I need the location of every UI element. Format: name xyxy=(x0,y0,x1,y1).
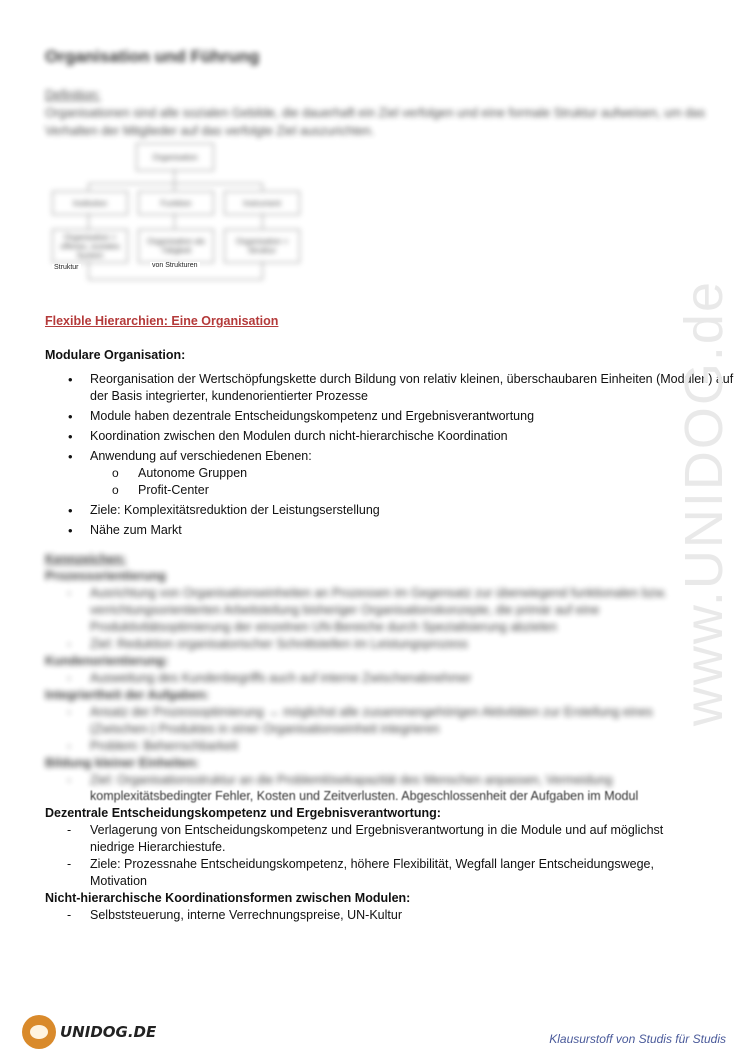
nicht-hierarchisch-block xyxy=(45,890,705,924)
diagram-level2-funktion: Funktion xyxy=(138,191,214,215)
diagram-level2-instrument: Instrument xyxy=(224,191,300,215)
diagram-root: Organisation xyxy=(136,143,214,171)
footer-tagline: Klausurstoff von Studis für Studis xyxy=(549,1032,726,1046)
list-item: • Reorganisation der Wertschöpfungskette durch Bildung von relativ kleinen, überschaubaren Einheiten (Modulen) auf der Basis integrierter, kundenorientierter Prozesse xyxy=(68,371,748,405)
organisation-diagram xyxy=(50,143,302,283)
list-item xyxy=(68,448,748,499)
diagram-level3-3: Organisation = Struktur xyxy=(224,229,300,263)
list-item: • Ziele: Komplexitätsreduktion der Leistungserstellung xyxy=(68,502,748,519)
watermark: www.UNIDOG.de xyxy=(674,280,734,727)
kennzeichen-head: Prozessorientierung xyxy=(45,569,166,583)
nicht-hierarchisch-heading: Nicht-hierarchische Koordinationsformen zwischen Modulen: xyxy=(45,891,411,905)
nicht-hierarchisch-item: - Selbststeuerung, interne Verrechnungspreise, UN-Kultur xyxy=(45,907,705,924)
diagram-level3-1: Organisation = offenes, soziales System xyxy=(52,229,128,263)
page-title: Organisation und Führung xyxy=(45,47,260,66)
dezentral-block xyxy=(45,805,705,890)
dezentral-item: - Verlagerung von Entscheidungskompetenz und Ergebnisverantwortung in die Module und auf möglichst niedrige Hierarchiestufe. xyxy=(45,822,705,856)
section-title: Flexible Hierarchien: Eine Organisation xyxy=(45,314,279,328)
definition-block xyxy=(45,86,725,140)
modulare-heading: Modulare Organisation: xyxy=(45,348,186,362)
list-item-text: Anwendung auf verschiedenen Ebenen: xyxy=(90,449,312,463)
logo-text: UNIDOG.DE xyxy=(60,1023,157,1041)
kennzeichen-line: - Ziel: Organisationsstruktur an die Problemlösekapazität des Menschen anpassen, Vermeidung xyxy=(45,772,705,789)
dezentral-item: - Ziele: Prozessnahe Entscheidungskompetenz, höhere Flexibilität, Wegfall langer Entscheidungswege, Motivation xyxy=(45,856,705,890)
diagram-sharp-label-2: von Strukturen xyxy=(152,262,198,269)
kennzeichen-line: - Ziel: Reduktion organisatorischer Schnittstellen im Leistungsprozess xyxy=(45,636,705,653)
sub-list-item: o Autonome Gruppen xyxy=(112,465,748,482)
kennzeichen-line: - Problem: Beherrschbarkeit xyxy=(45,738,705,755)
diagram-level3-2: Organisation als Tätigkeit xyxy=(138,229,214,263)
list-item: • Module haben dezentrale Entscheidungskompetenz und Ergebnisverantwortung xyxy=(68,408,748,425)
kennzeichen-line: - Ausrichtung von Organisationseinheiten an Prozessen im Gegensatz zur überwiegend funktionalen bzw. verrichtungsorientierten Arbeitsteilung bisheriger Organisationskonzepte, die primär auf eine Produktivitätsoptimierung der einzelnen UN-Bereiche durch Spezialisierung abzielen xyxy=(45,585,705,636)
definition-text: Organisationen sind alle sozialen Gebilde, die dauerhaft ein Ziel verfolgen und eine formale Struktur aufweisen, um das Verhalten der Mitglieder auf das verfolgte Ziel auszurichten. xyxy=(45,106,706,138)
diagram-sharp-label-1: Struktur xyxy=(54,264,79,271)
kennzeichen-head: Bildung kleiner Einheiten: xyxy=(45,756,200,770)
sub-list-item: o Profit-Center xyxy=(112,482,748,499)
dezentral-heading: Dezentrale Entscheidungskompetenz und Ergebnisverantwortung: xyxy=(45,806,441,820)
kennzeichen-head: Kundenorientierung: xyxy=(45,654,169,668)
kennzeichen-head: Integriertheit der Aufgaben: xyxy=(45,688,210,702)
list-item: • Koordination zwischen den Modulen durch nicht-hierarchische Koordination xyxy=(68,428,748,445)
kennzeichen-partial-line: komplexitätsbedingter Fehler, Kosten und Zeitverlusten. Abgeschlossenheit der Aufgaben im Modul xyxy=(90,789,639,803)
kennzeichen-block xyxy=(45,551,705,789)
dog-mascot-icon xyxy=(22,1015,56,1049)
diagram-level2-institution: Institution xyxy=(52,191,128,215)
kennzeichen-line: - Ausweitung des Kundenbegriffs auch auf interne Zwischenabnehmer xyxy=(45,670,705,687)
unidog-logo xyxy=(22,1015,156,1049)
definition-label: Definition: xyxy=(45,88,101,102)
sub-bullet-list xyxy=(90,465,748,499)
modulare-bullet-list xyxy=(68,371,748,542)
kennzeichen-line: - Ansatz der Prozessoptimierung → möglichst alle zusammengehörigen Aktivitäten zur Erstellung eines (Zwischen-) Produktes in einer Organisationseinheit integrieren xyxy=(45,704,705,738)
kennzeichen-label: Kennzeichen: xyxy=(45,552,127,566)
list-item: • Nähe zum Markt xyxy=(68,522,748,539)
